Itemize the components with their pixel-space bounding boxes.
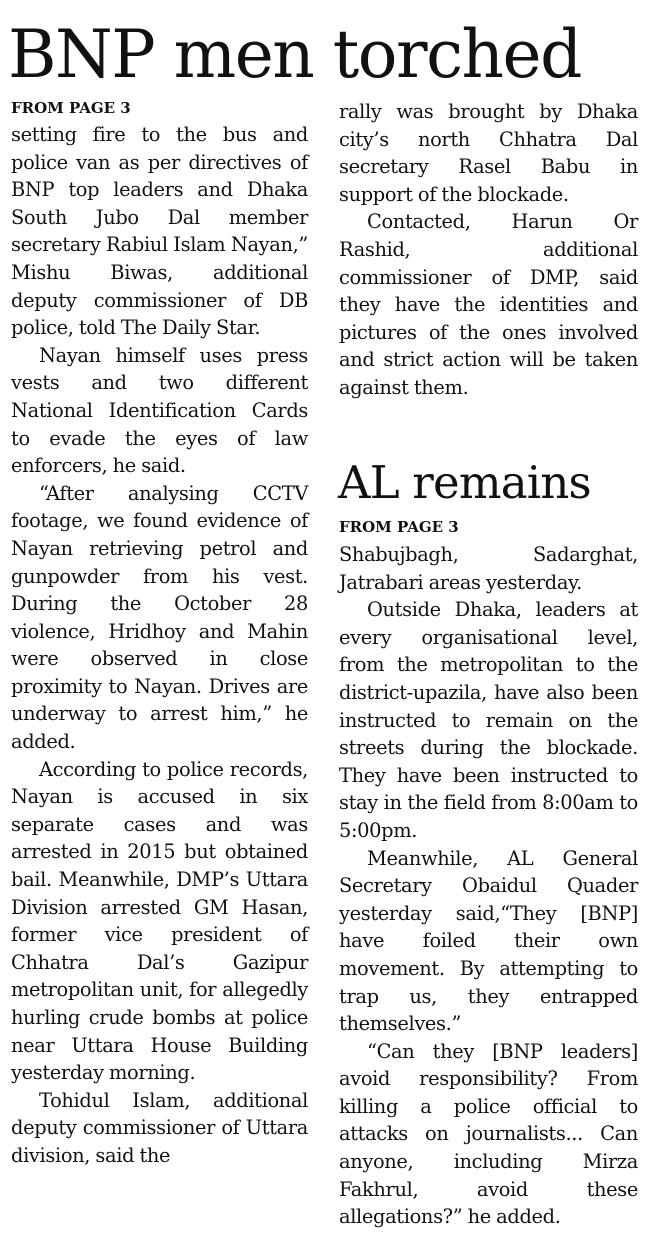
story-one-paragraph-6: rally was brought by Dhaka city’s north Chhatra Dal secretary Rasel Babu in support of the blockade. — [339, 100, 638, 206]
jump-line-from-page-3: FROM PAGE 3 — [11, 99, 131, 117]
story-one-paragraph-5: Tohidul Islam, additional deputy commissioner of Uttara division, said the — [11, 1088, 308, 1167]
story-headline-bnp-men-torched: BNP men torched — [8, 16, 581, 93]
story-one-paragraph-7: Contacted, Harun Or Rashid, additional commissioner of DMP, said they have the identities and pictures of the ones involved and strict action will be taken against them. — [339, 210, 638, 399]
story-two-paragraph-3: Meanwhile, AL General Secretary Obaidul Quader yesterday said,“They [BNP] have foiled their own movement. By attempting to trap us, they entrapped themselves.” — [339, 846, 638, 1036]
story-one-paragraph-2: Nayan himself uses press vests and two different National Identification Cards to evade the eyes of law enforcers, he said. — [11, 343, 308, 478]
jump-line-from-page-3: FROM PAGE 3 — [339, 518, 459, 536]
story-two-paragraph-2: Outside Dhaka, leaders at every organisational level, from the metropolitan to the district-upazila, have also been instructed to remain on the streets during the blockade. They have been instructed to stay in the field from 8:00am to 5:00pm. — [339, 598, 638, 842]
story-one-right-column — [339, 98, 638, 402]
story-two-paragraph-4: “Can they [BNP leaders] avoid responsibility? From killing a police official to attacks on journalists... Can anyone, including Mirza Fakhrul, avoid these allegations?” he added. — [339, 1039, 638, 1229]
story-one-paragraph-3: “After analysing CCTV footage, we found evidence of Nayan retrieving petrol and gunpowder from his vest. During the October 28 violence, Hridhoy and Mahin were observed in close proximity to Nayan. Drives are underway to arrest him,” he added. — [11, 481, 308, 754]
story-one-paragraph-1: setting fire to the bus and police van as per directives of BNP top leaders and Dhaka South Jubo Dal member secretary Rabiul Islam Nayan,” Mishu Biwas, additional deputy commissioner of DB police, told The Daily Star. — [11, 123, 308, 340]
story-two-paragraph-1: Shabujbagh, Sadarghat, Jatrabari areas yesterday. — [339, 543, 638, 594]
story-headline-al-remains: AL remains — [338, 456, 591, 509]
story-one-paragraph-4: According to police records, Nayan is accused in six separate cases and was arrested in 2015 but obtained bail. Meanwhile, DMP’s Uttara Division arrested GM Hasan, former vice president of Chhatra Dal’s Gazipur metropolitan unit, for allegedly hurling crude bombs at police near Uttara House Building yesterday morning. — [11, 757, 308, 1085]
story-two-column — [339, 541, 638, 1231]
story-one-left-column — [11, 121, 308, 1170]
